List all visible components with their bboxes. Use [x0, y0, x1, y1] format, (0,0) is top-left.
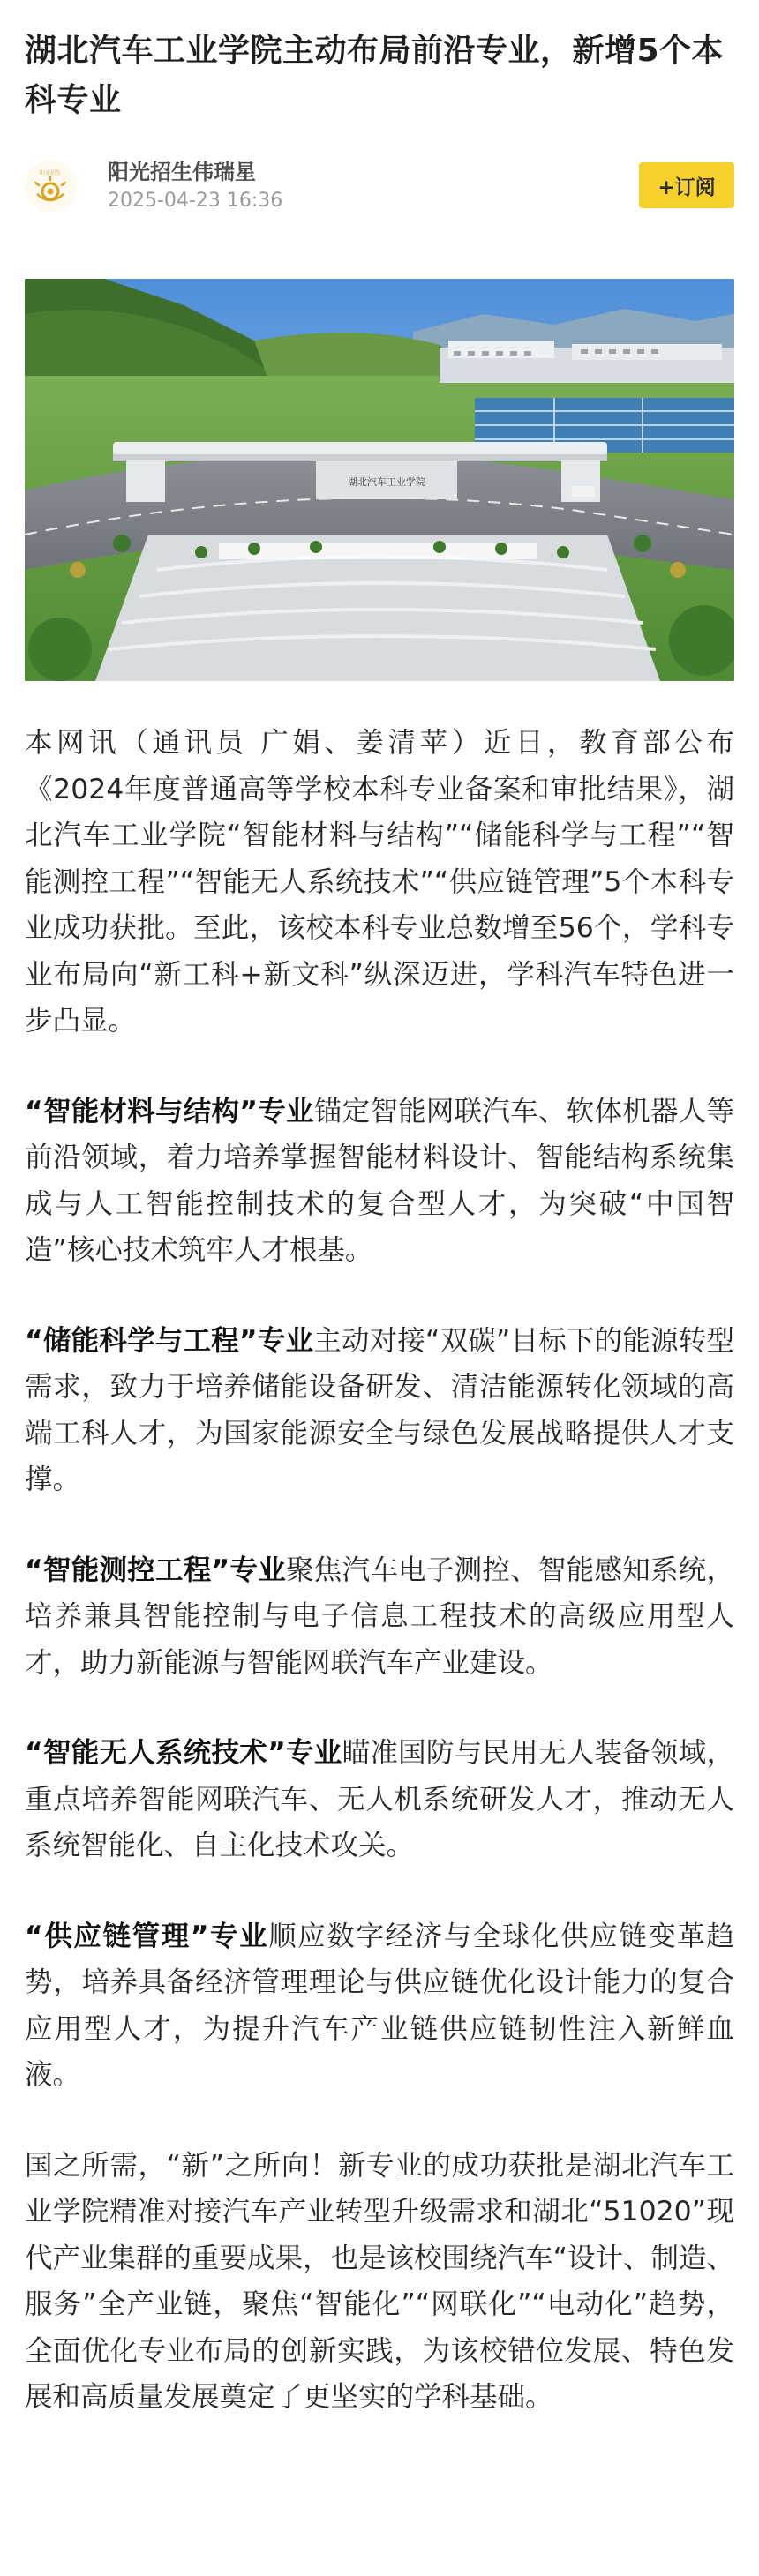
major-name: “储能科学与工程”专业 [25, 1324, 314, 1357]
author-avatar[interactable] [25, 161, 76, 212]
major-description: 顺应数字经济与全球化供应链变革趋势，培养具备经济管理理论与供应链优化设计能力的复合应用型人才，为提升汽车产业链供应链韧性注入新鲜血液。 [25, 1920, 734, 2091]
intro-paragraph: 本网讯（通讯员 广娟、姜清苹）近日，教育部公布《2024年度普通高等学校本科专业备案和审批结果》，湖北汽车工业学院“智能材料与结构”“储能科学与工程”“智能测控工程”“智能无人系统技术”“供应链管理”5个本科专业成功获批。至此，该校本科专业总数增至56个，学科专业布局向“新工科+新文科”纵深迈进，学科汽车特色进一步凸显。 [25, 727, 734, 1037]
major-paragraph [25, 1089, 734, 1274]
avatar-logo-text: 阳光招生 [39, 170, 62, 176]
conclusion-paragraph: 国之所需，“新”之所向！新专业的成功获批是湖北汽车工业学院精准对接汽车产业转型升级需求和湖北“51020”现代产业集群的重要成果，也是该校围绕汽车“设计、制造、服务”全产业链，聚焦“智能化”“网联化”“电动化”趋势，全面优化专业布局的创新实践，为该校错位发展、特色发展和高质量发展奠定了更坚实的学科基础。 [25, 2149, 734, 2413]
major-name: “智能材料与结构”专业 [25, 1095, 314, 1127]
subscribe-button[interactable]: +订阅 [639, 162, 734, 208]
article-title: 湖北汽车工业学院主动布局前沿专业，新增5个本科专业 [25, 33, 725, 118]
major-paragraph [25, 1730, 734, 1869]
campus-aerial-photo [25, 279, 734, 681]
publish-time: 2025-04-23 16:36 [108, 190, 283, 212]
sun-logo-icon [28, 164, 72, 208]
major-description: 瞄准国防与民用无人装备领域，重点培养智能网联汽车、无人机系统研发人才，推动无人系统智能化、自主化技术攻关。 [25, 1737, 734, 1861]
article-body [25, 720, 734, 2421]
author-row [25, 155, 734, 217]
major-description: 聚焦汽车电子测控、智能感知系统，培养兼具智能控制与电子信息工程技术的高级应用型人才，助力新能源与智能网联汽车产业建设。 [25, 1554, 734, 1679]
major-paragraph [25, 1318, 734, 1503]
major-paragraph [25, 1547, 734, 1687]
major-name: “供应链管理”专业 [25, 1920, 269, 1952]
author-name[interactable]: 阳光招生伟瑞星 [108, 160, 256, 184]
major-paragraph [25, 1913, 734, 2099]
major-description: 主动对接“双碳”目标下的能源转型需求，致力于培养储能设备研发、清洁能源转化领域的高端工科人才，为国家能源安全与绿色发展战略提供人才支撑。 [25, 1324, 735, 1495]
major-name: “智能测控工程”专业 [25, 1554, 287, 1586]
major-description: 锚定智能网联汽车、软体机器人等前沿领域，着力培养掌握智能材料设计、智能结构系统集成与人工智能控制技术的复合型人才，为突破“中国智造”核心技术筑牢人才根基。 [25, 1095, 734, 1266]
major-name: “智能无人系统技术”专业 [25, 1737, 342, 1769]
author-info [108, 158, 282, 214]
gate-sign-text: 湖北汽车工业学院 [348, 476, 425, 488]
